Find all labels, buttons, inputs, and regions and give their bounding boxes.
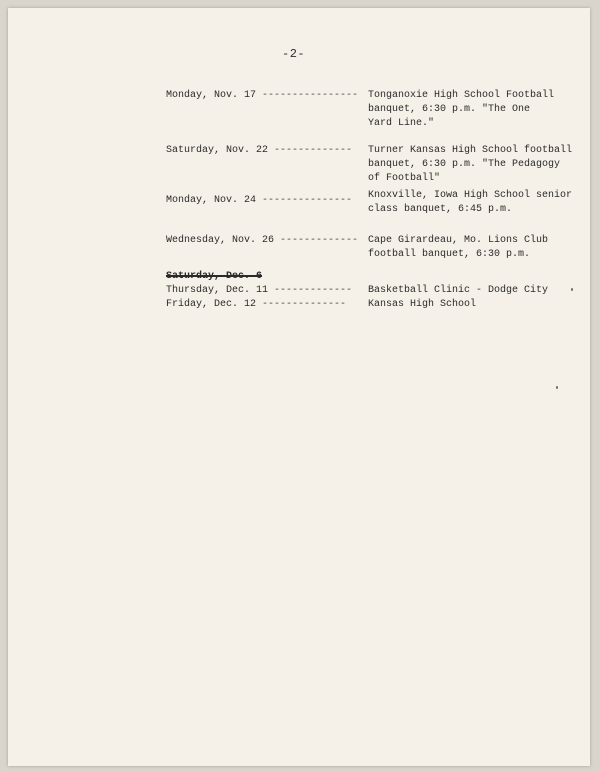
leader-dashes: ------------- [274, 285, 353, 296]
leader-dashes: ------------- [274, 145, 353, 156]
description-line: Cape Girardeau, Mo. Lions Club [368, 235, 549, 246]
entry-description [368, 234, 586, 262]
entry-description [368, 89, 586, 131]
entry-dates [166, 144, 356, 186]
entry-description [368, 144, 586, 186]
paper-mark [571, 288, 573, 291]
date-line [166, 194, 356, 208]
entry-dates [166, 234, 359, 262]
date-text: Friday, Dec. 12 [166, 299, 257, 310]
date-line [166, 144, 356, 158]
date-line [166, 234, 359, 248]
document-page [8, 8, 590, 766]
paper-mark [556, 386, 558, 389]
date-line [166, 298, 356, 312]
date-line [166, 89, 359, 103]
leader-dashes: ------------- [280, 235, 359, 246]
description-line: of Football" [368, 173, 441, 184]
date-text: Saturday, Nov. 22 [166, 145, 269, 156]
entry-dates [166, 89, 359, 131]
leader-dashes: -------------- [262, 299, 347, 310]
description-line: Knoxville, Iowa High School senior [368, 190, 573, 201]
schedule-entry [166, 89, 586, 131]
date-line [166, 284, 356, 298]
date-text: Thursday, Dec. 11 [166, 285, 269, 296]
entry-dates [166, 270, 356, 312]
date-text: Wednesday, Nov. 26 [166, 235, 275, 246]
schedule-entry [166, 234, 586, 262]
page-number: -2- [282, 47, 306, 61]
entry-dates [166, 189, 356, 217]
description-line: football banquet, 6:30 p.m. [368, 249, 531, 260]
date-line-struck [166, 270, 356, 284]
date-text: Monday, Nov. 17 [166, 90, 257, 101]
description-line: banquet, 6:30 p.m. "The Pedagogy [368, 159, 561, 170]
leader-dashes: ---------------- [262, 90, 359, 101]
struck-date-text: Saturday, Dec. 6 [166, 271, 263, 282]
description-line: Tonganoxie High School Football [368, 90, 555, 101]
leader-dashes: --------------- [262, 195, 353, 206]
description-line: Kansas High School [368, 299, 477, 310]
description-line [368, 270, 586, 284]
description-line: Basketball Clinic - Dodge City [368, 285, 549, 296]
description-line: class banquet, 6:45 p.m. [368, 204, 513, 215]
description-line: Yard Line." [368, 118, 435, 129]
entry-description [368, 270, 586, 312]
date-text: Monday, Nov. 24 [166, 195, 257, 206]
schedule-entry [166, 189, 586, 217]
description-line: banquet, 6:30 p.m. "The One [368, 104, 531, 115]
description-line: Turner Kansas High School football [368, 145, 573, 156]
schedule-entry [166, 144, 586, 186]
entry-description [368, 189, 586, 217]
schedule-entry [166, 270, 586, 312]
